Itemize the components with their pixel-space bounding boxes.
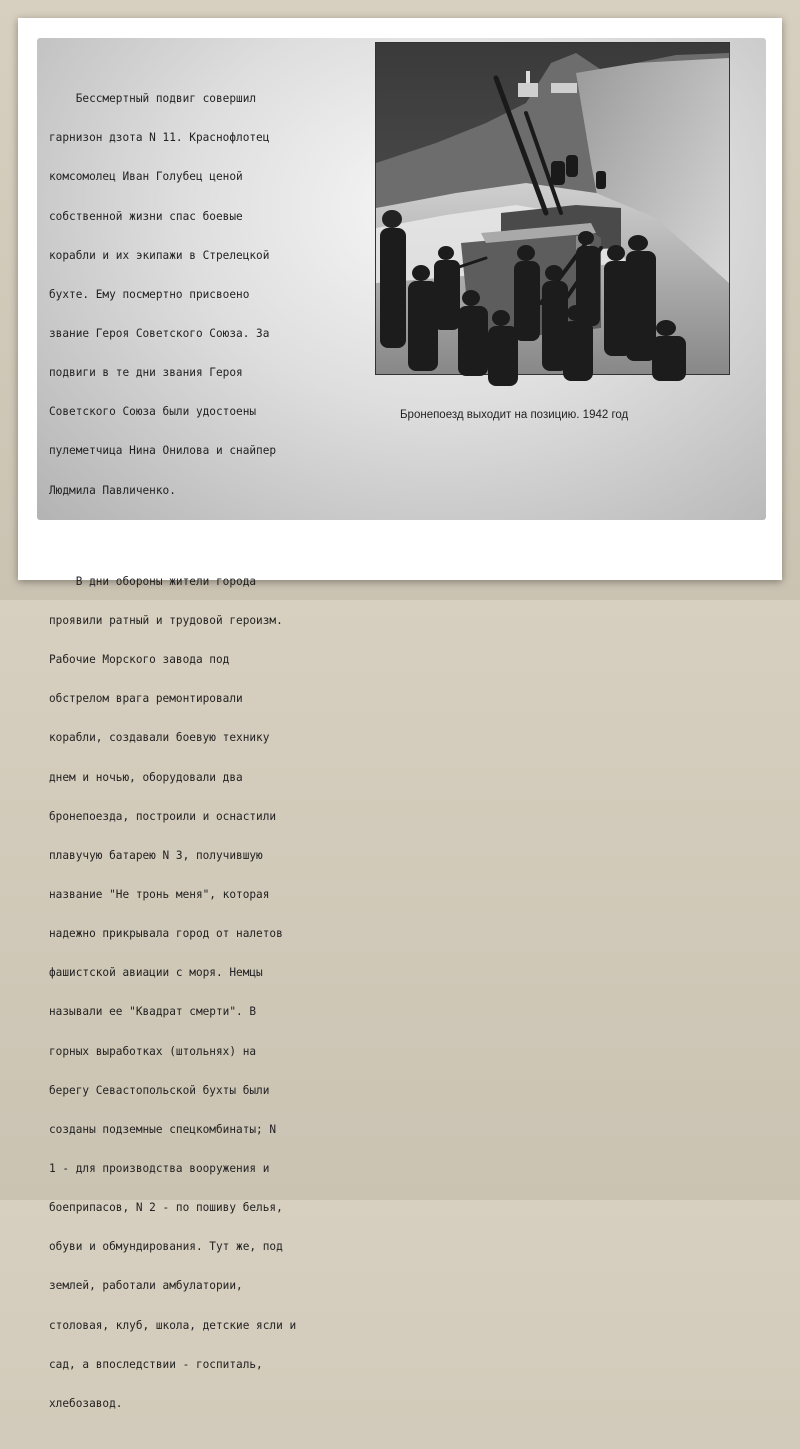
text-line: фашистской авиации с моря. Немцы: [49, 966, 263, 980]
text-line: бухте. Ему посмертно присвоено: [49, 287, 250, 301]
text-line: 1 - для производства вооружения и: [49, 1162, 270, 1176]
text-line: боеприпасов, N 2 - по пошиву белья,: [49, 1201, 283, 1215]
text-line: гарнизон дзота N 11. Краснофлотец: [49, 131, 270, 145]
text-line: столовая, клуб, школа, детские ясли и: [49, 1318, 297, 1332]
paragraph-1: [49, 66, 349, 523]
text-line: надежно прикрывала город от налетов: [49, 927, 283, 941]
text-line: плавучую батарею N 3, получившую: [49, 848, 263, 862]
text-line: пулеметчица Нина Онилова и снайпер: [49, 444, 277, 458]
text-line: горных выработках (штольнях) на: [49, 1044, 257, 1058]
text-line: обуви и обмундирования. Тут же, под: [49, 1240, 283, 1254]
text-line: Бессмертный подвиг совершил: [49, 92, 257, 106]
text-line: Людмила Павличенко.: [49, 483, 176, 497]
text-line: звание Героя Советского Союза. За: [49, 327, 270, 341]
text-line: проявили ратный и трудовой героизм.: [49, 614, 283, 628]
text-line: созданы подземные спецкомбинаты; N: [49, 1122, 277, 1136]
text-line: сад, а впоследствии - госпиталь,: [49, 1357, 263, 1371]
photo-illustration: [376, 43, 729, 374]
paragraph-2: [49, 549, 349, 1436]
text-line: обстрелом врага ремонтировали: [49, 692, 243, 706]
text-line: Рабочие Морского завода под: [49, 653, 230, 667]
text-line: называли ее "Квадрат смерти". В: [49, 1005, 257, 1019]
text-line: собственной жизни спас боевые: [49, 209, 243, 223]
body-text: [49, 40, 349, 1449]
text-line: берегу Севастопольской бухты были: [49, 1083, 270, 1097]
text-line: хлебозавод.: [49, 1396, 123, 1410]
text-line: корабли и их экипажи в Стрелецкой: [49, 248, 270, 262]
text-line: корабли, создавали боевую технику: [49, 731, 270, 745]
text-line: землей, работали амбулатории,: [49, 1279, 243, 1293]
text-line: В дни обороны жители города: [49, 574, 257, 588]
text-line: подвиги в те дни звания Героя: [49, 366, 243, 380]
text-line: днем и ночью, оборудовали два: [49, 770, 243, 784]
text-line: Советского Союза были удостоены: [49, 405, 257, 419]
text-line: бронепоезда, построили и оснастили: [49, 809, 277, 823]
armored-train-photo: [375, 42, 730, 375]
text-line: комсомолец Иван Голубец ценой: [49, 170, 243, 184]
text-line: название "Не тронь меня", которая: [49, 888, 270, 902]
photo-caption: Бронепоезд выходит на позицию. 1942 год: [400, 409, 629, 421]
